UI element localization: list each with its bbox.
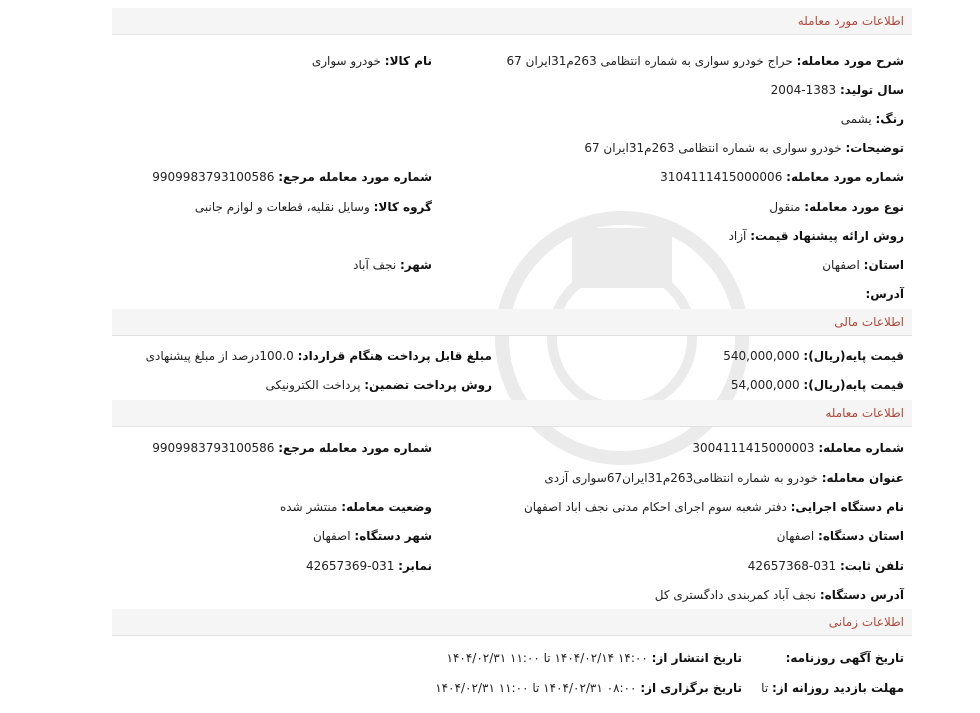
row-base-price (112, 346, 912, 366)
goods-name-label: نام کالا: (384, 54, 432, 68)
base-price-value: 540,000,000 (723, 349, 800, 363)
status-label: وضعیت معامله: (341, 500, 432, 514)
phone-label: تلفن ثابت: (839, 559, 904, 573)
item-number-value: 3104111415000006 (660, 170, 783, 184)
row-org-address (112, 585, 912, 605)
row-price-method (112, 226, 912, 246)
description-label: شرح مورد معامله: (796, 54, 904, 68)
row-guarantee (112, 375, 912, 395)
ref-number-label: شماره مورد معامله مرجع: (278, 170, 432, 184)
guarantee-value: پرداخت الکترونیکی (265, 378, 361, 392)
org-city-label: شهر دستگاه: (354, 529, 432, 543)
address-label: آدرس: (865, 287, 904, 301)
visit-label: مهلت بازدید روزانه از: (772, 681, 904, 695)
publish-value: ۱۴:۰۰ ۱۴۰۴/۰۲/۱۴ تا ۱۱:۰۰ ۱۴۰۴/۰۲/۳۱ (446, 651, 648, 665)
notes-value: خودرو سواری به شماره انتظامی 263م31ایران 67 (584, 141, 842, 155)
row-description (112, 51, 912, 71)
section-title: اطلاعات معامله (825, 406, 904, 420)
ref-number-value: 9909983793100586 (152, 170, 275, 184)
type-label: نوع مورد معامله: (804, 200, 904, 214)
hold-label: تاریخ برگزاری از: (640, 681, 742, 695)
city-value: نجف آباد (353, 258, 397, 272)
notes-label: توضیحات: (845, 141, 904, 155)
type-value: منقول (769, 200, 801, 214)
color-value: یشمی (840, 112, 872, 126)
row-province (112, 255, 912, 275)
description-value: حراج خودرو سواری به شماره انتظامی 263م31ایران 67 (506, 54, 793, 68)
row-item-number (112, 167, 912, 187)
transaction-title-value: خودرو به شماره انتظامی263م31ایران67سواری آزدی (544, 471, 818, 485)
row-address (112, 284, 912, 304)
price-method-label: روش ارائه پیشنهاد قیمت: (750, 229, 904, 243)
status-value: منتشر شده (279, 500, 338, 514)
hold-value: ۰۸:۰۰ ۱۴۰۴/۰۲/۳۱ تا ۱۱:۰۰ ۱۴۰۴/۰۲/۳۱ (435, 681, 637, 695)
phone-value: 031-42657368 (747, 559, 837, 573)
province-label: استان: (863, 258, 904, 272)
details-panel (112, 8, 912, 713)
fax-label: نمابر: (398, 559, 432, 573)
color-label: رنگ: (875, 112, 904, 126)
transaction-number-value: 3004111415000003 (692, 441, 815, 455)
row-year (112, 80, 912, 100)
publish-label: تاریخ انتشار از: (651, 651, 742, 665)
row-phone (112, 556, 912, 576)
newspaper-label: تاریخ آگهی روزنامه: (785, 651, 904, 665)
base-price2-label: قیمت پایه(ریال): (803, 378, 904, 392)
row-executor (112, 497, 912, 517)
row-transaction-number (112, 438, 912, 458)
group-value: وسایل نقلیه، قطعات و لوازم جانبی (194, 200, 370, 214)
executor-value: دفتر شعبه سوم اجرای احکام مدنی نجف اباد اصفهان (523, 500, 787, 514)
base-price2-value: 54,000,000 (730, 378, 800, 392)
section-title: اطلاعات مالی (834, 315, 904, 329)
base-price-label: قیمت پایه(ریال): (803, 349, 904, 363)
section-header-financial (112, 309, 912, 336)
row-visit (112, 678, 912, 698)
guarantee-label: روش پرداخت تضمین: (364, 378, 492, 392)
executor-label: نام دستگاه اجرایی: (790, 500, 904, 514)
section-header-transaction (112, 400, 912, 427)
price-method-value: آزاد (728, 229, 747, 243)
org-city-value: اصفهان (312, 529, 351, 543)
section-header-deal-info (112, 8, 912, 35)
row-transaction-title (112, 468, 912, 488)
row-newspaper (112, 648, 912, 668)
section-title: اطلاعات زمانی (828, 615, 904, 629)
group-label: گروه کالا: (373, 200, 432, 214)
org-address-value: نجف آباد کمربندی دادگستری کل (654, 588, 817, 602)
org-province-value: اصفهان (776, 529, 815, 543)
year-value: 1383-2004 (770, 83, 837, 97)
row-notes (112, 138, 912, 158)
year-label: سال تولید: (839, 83, 904, 97)
row-color (112, 109, 912, 129)
org-address-label: آدرس دستگاه: (819, 588, 904, 602)
province-value: اصفهان (822, 258, 860, 272)
transaction-ref-label: شماره مورد معامله مرجع: (278, 441, 432, 455)
item-number-label: شماره مورد معامله: (786, 170, 904, 184)
visit-value: تا (761, 681, 769, 695)
transaction-title-label: عنوان معامله: (821, 471, 904, 485)
city-label: شهر: (400, 258, 432, 272)
row-org-location (112, 526, 912, 546)
transaction-ref-value: 9909983793100586 (152, 441, 275, 455)
goods-name-value: خودرو سواری (311, 54, 381, 68)
row-type (112, 197, 912, 217)
section-header-timing (112, 609, 912, 636)
section-title: اطلاعات مورد معامله (797, 14, 904, 28)
transaction-number-label: شماره معامله: (818, 441, 904, 455)
payable-label: مبلغ قابل پرداخت هنگام قرارداد: (297, 349, 492, 363)
payable-value: 100.0درصد از مبلغ پیشنهادی (145, 349, 294, 363)
org-province-label: استان دستگاه: (818, 529, 904, 543)
fax-value: 031-42657369 (306, 559, 395, 573)
